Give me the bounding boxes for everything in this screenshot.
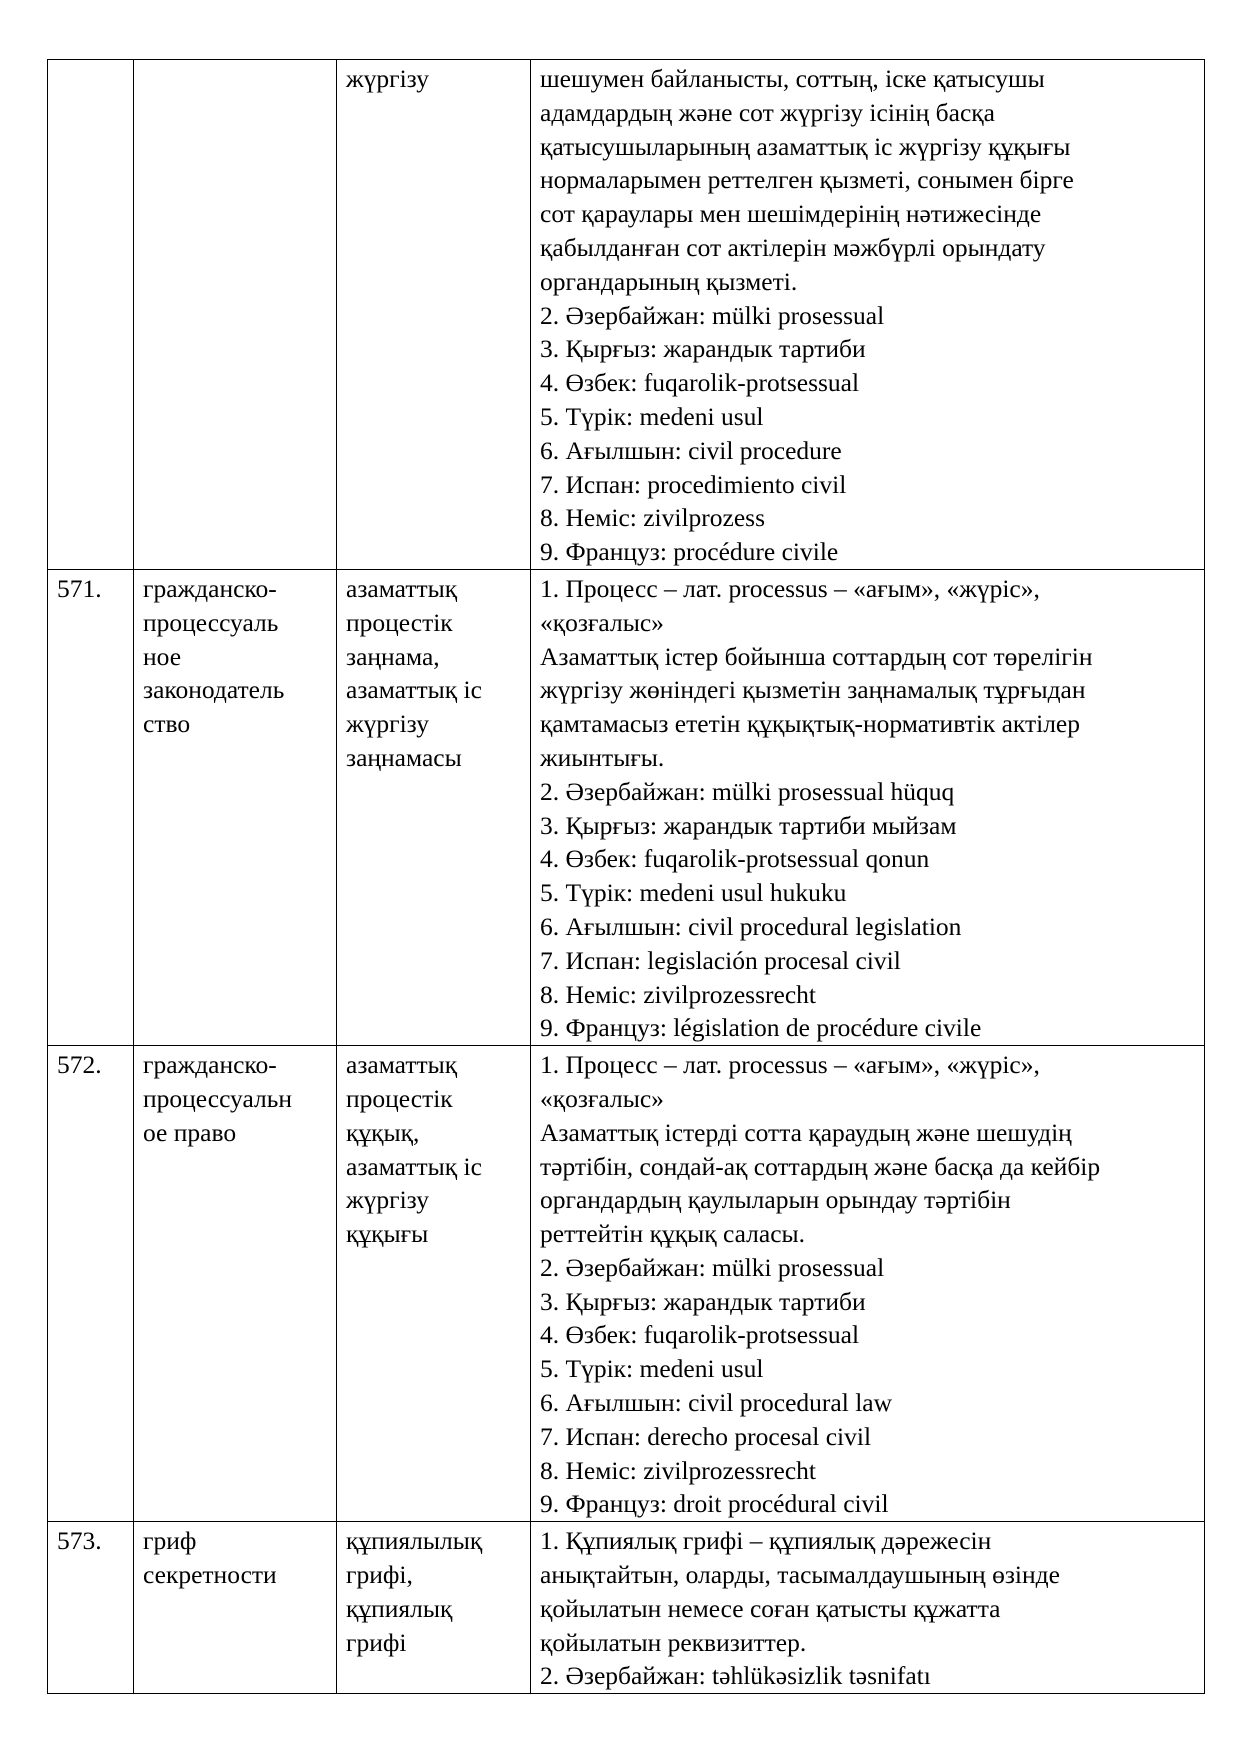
entry-number bbox=[48, 60, 134, 570]
translation-line: 8. Неміс: zivilprozess bbox=[540, 503, 766, 533]
entry-number: 573. bbox=[48, 1522, 134, 1694]
russian-term bbox=[134, 1046, 337, 1522]
definition-cell bbox=[531, 569, 1205, 1045]
definition-line: нормаларымен реттелген қызметі, сонымен бірге bbox=[540, 165, 1074, 195]
kazakh-term-line: процестік bbox=[346, 607, 453, 637]
definition-line: 1. Процесс – лат. processus – «ағым», «жүріс», bbox=[540, 573, 1040, 603]
definition-line: қатысушыларының азаматтық іс жүргізу құқығы bbox=[540, 131, 1071, 161]
table-row bbox=[48, 60, 1205, 570]
definition-line: анықтайтын, оларды, тасымалдаушының өзінде bbox=[540, 1560, 1060, 1590]
translation-line: 8. Неміс: zivilprozessrecht bbox=[540, 979, 816, 1009]
translation-line: 7. Испан: derecho procesal civil bbox=[540, 1421, 872, 1451]
translation-line: 4. Өзбек: fuqarolik-protsessual qonun bbox=[540, 844, 930, 874]
kazakh-term bbox=[337, 60, 531, 570]
kazakh-term-line: жүргізу bbox=[346, 1185, 429, 1215]
kazakh-term-line: грифі, bbox=[346, 1560, 413, 1590]
definition-cell bbox=[531, 1522, 1205, 1694]
translation-line: 2. Әзербайжан: mülki prosessual bbox=[540, 1252, 885, 1282]
definition-line: адамдардың және сот жүргізу ісінің басқа bbox=[540, 97, 995, 127]
russian-term-line: процессуальн bbox=[143, 1083, 293, 1113]
russian-term bbox=[134, 569, 337, 1045]
kazakh-term-line: азаматтық іс bbox=[346, 1151, 482, 1181]
definition-line: «қозғалыс» bbox=[540, 607, 664, 637]
translation-line: 7. Испан: legislación procesal civil bbox=[540, 945, 901, 975]
glossary-table bbox=[47, 59, 1205, 1694]
definition-line: реттейтін құқық саласы. bbox=[540, 1219, 806, 1249]
russian-term-line: ство bbox=[143, 709, 191, 739]
translation-line: 2. Әзербайжан: mülki prosessual bbox=[540, 300, 885, 330]
russian-term-line: ое право bbox=[143, 1117, 237, 1147]
kazakh-term-line: процестік bbox=[346, 1083, 453, 1113]
kazakh-term bbox=[337, 1046, 531, 1522]
translation-line: 4. Өзбек: fuqarolik-protsessual bbox=[540, 368, 860, 398]
translation-line: 5. Түрік: medeni usul bbox=[540, 401, 764, 431]
definition-line: органдардың қаулыларын орындау тәртібін bbox=[540, 1185, 1011, 1215]
translation-line: 4. Өзбек: fuqarolik-protsessual bbox=[540, 1320, 860, 1350]
kazakh-term-line: заңнамасы bbox=[346, 742, 462, 772]
translation-line: 6. Ағылшын: civil procedural legislation bbox=[540, 911, 962, 941]
russian-term-line: гриф bbox=[143, 1526, 197, 1556]
definition-line: қойылатын немесе соған қатысты құжатта bbox=[540, 1593, 1001, 1623]
definition-line: шешумен байланысты, соттың, іске қатысушы bbox=[540, 64, 1045, 93]
translation-line: 2. Әзербайжан: təhlükəsizlik təsnifatı bbox=[540, 1661, 931, 1691]
translation-line: 6. Ағылшын: civil procedure bbox=[540, 435, 842, 465]
russian-term-line: секретности bbox=[143, 1560, 277, 1590]
russian-term-line: гражданско- bbox=[143, 1050, 277, 1080]
kazakh-term-line: азаматтық bbox=[346, 573, 458, 603]
kazakh-term-line: грифі bbox=[346, 1627, 407, 1657]
translation-line: 5. Түрік: medeni usul bbox=[540, 1354, 764, 1384]
russian-term-line: ное bbox=[143, 641, 182, 671]
entry-number: 571. bbox=[48, 569, 134, 1045]
definition-line: 1. Процесс – лат. processus – «ағым», «жүріс», bbox=[540, 1050, 1040, 1080]
definition-line: Азаматтық істерді сотта қараудың және шешудің bbox=[540, 1117, 1072, 1147]
definition-cell bbox=[531, 1046, 1205, 1522]
kazakh-term bbox=[337, 569, 531, 1045]
translation-line: 7. Испан: procedimiento civil bbox=[540, 469, 847, 499]
definition-line: қамтамасыз ететін құқықтық-нормативтік актілер bbox=[540, 709, 1080, 739]
definition-line: жүргізу жөніндегі қызметін заңнамалық тұрғыдан bbox=[540, 675, 1086, 705]
kazakh-term-line: заңнама, bbox=[346, 641, 440, 671]
kazakh-term-line: құпиялық bbox=[346, 1593, 453, 1623]
entry-number: 572. bbox=[48, 1046, 134, 1522]
definition-line: жиынтығы. bbox=[540, 742, 665, 772]
translation-line: 6. Ағылшын: civil procedural law bbox=[540, 1388, 893, 1418]
translation-line: 9. Француз: procédure civile bbox=[540, 537, 839, 567]
russian-term bbox=[134, 60, 337, 570]
translation-line: 2. Әзербайжан: mülki prosessual hüquq bbox=[540, 776, 955, 806]
kazakh-term bbox=[337, 1522, 531, 1694]
table-row bbox=[48, 569, 1205, 1045]
russian-term-line: законодатель bbox=[143, 675, 285, 705]
kazakh-term-line: азаматтық іс bbox=[346, 675, 482, 705]
kazakh-term-line: жүргізу bbox=[346, 709, 429, 739]
translation-line: 5. Түрік: medeni usul hukuku bbox=[540, 878, 847, 908]
russian-term bbox=[134, 1522, 337, 1694]
definition-line: «қозғалыс» bbox=[540, 1083, 664, 1113]
definition-line: қойылатын реквизиттер. bbox=[540, 1627, 807, 1657]
glossary-body bbox=[48, 60, 1205, 1694]
definition-cell bbox=[531, 60, 1205, 570]
definition-line: органдарының қызметі. bbox=[540, 266, 798, 296]
table-row bbox=[48, 1046, 1205, 1522]
translation-line: 3. Қырғыз: жарандык тартиби bbox=[540, 1286, 866, 1316]
translation-line: 8. Неміс: zivilprozessrecht bbox=[540, 1455, 816, 1485]
kazakh-term-line: азаматтық bbox=[346, 1050, 458, 1080]
kazakh-term-line: жүргізу bbox=[346, 64, 429, 93]
table-row bbox=[48, 1522, 1205, 1694]
kazakh-term-line: құқық, bbox=[346, 1117, 420, 1147]
definition-line: сот қараулары мен шешімдерінің нәтижесінде bbox=[540, 199, 1042, 229]
definition-line: тәртібін, сондай-ақ соттардың және басқа да кейбір bbox=[540, 1151, 1101, 1181]
russian-term-line: гражданско- bbox=[143, 573, 277, 603]
translation-line: 9. Француз: législation de procédure civile bbox=[540, 1013, 982, 1043]
kazakh-term-line: құқығы bbox=[346, 1219, 429, 1249]
definition-line: Азаматтық істер бойынша соттардың сот төрелігін bbox=[540, 641, 1093, 671]
definition-line: қабылданған сот актілерін мәжбүрлі орындату bbox=[540, 232, 1046, 262]
kazakh-term-line: құпиялылық bbox=[346, 1526, 483, 1556]
translation-line: 3. Қырғыз: жарандык тартиби мыйзам bbox=[540, 810, 957, 840]
definition-line: 1. Құпиялық грифі – құпиялық дәрежесін bbox=[540, 1526, 992, 1556]
translation-line: 9. Француз: droit procédural civil bbox=[540, 1489, 889, 1519]
russian-term-line: процессуаль bbox=[143, 607, 279, 637]
translation-line: 3. Қырғыз: жарандык тартиби bbox=[540, 334, 866, 364]
